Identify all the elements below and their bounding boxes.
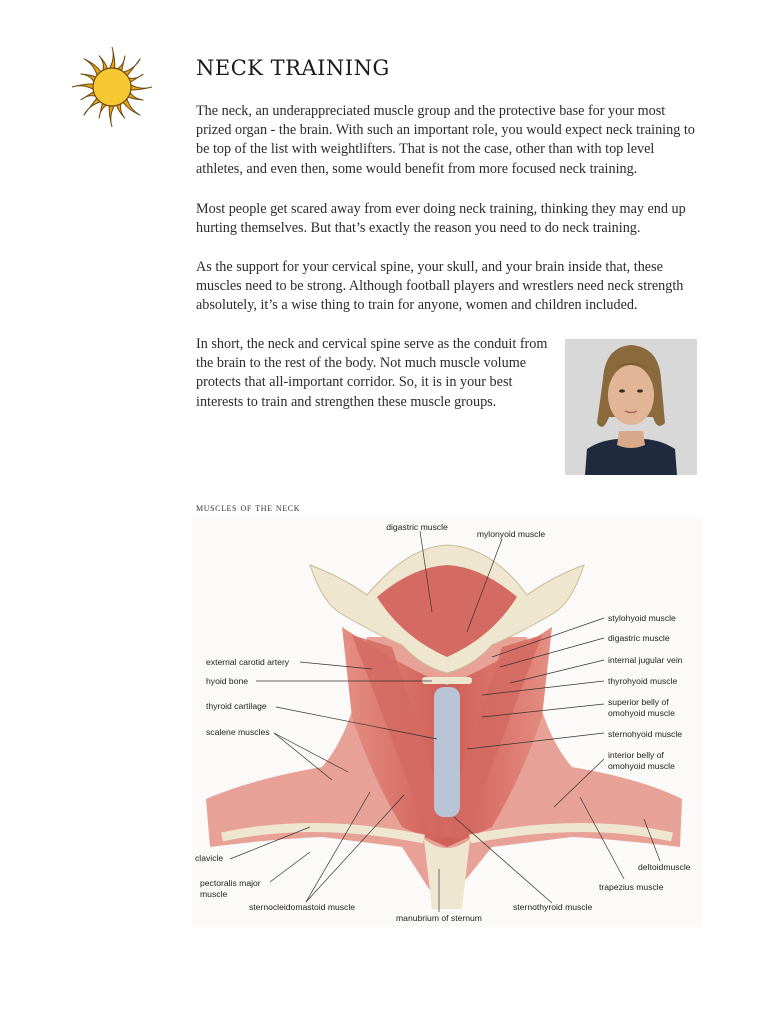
label-interior-omohyoid-1: interior belly of xyxy=(608,750,664,760)
intro-paragraph: The neck, an underappreciated muscle group and the protective base for your most prized organ - the brain. With such an important role, you would expect neck training to be top of the list with weightlifters. That is not the case, other than with top level athletes, and even then, some would benefit from more focused neck training. xyxy=(196,103,695,177)
label-thyrohyoid: thyrohyoid muscle xyxy=(608,676,678,686)
label-mylonyoid: mylonyoid muscle xyxy=(476,529,546,539)
label-internal-jugular: internal jugular vein xyxy=(608,655,683,665)
label-hyoid: hyoid bone xyxy=(206,676,249,686)
sun-ray xyxy=(72,84,94,90)
sternum-shape xyxy=(424,839,470,909)
label-deltoid: deltoidmuscle xyxy=(638,862,691,872)
label-clavicle: clavicle xyxy=(195,853,224,863)
paragraph-4: In short, the neck and cervical spine serve as the conduit from the brain to the rest of the body. Not much muscle volume protects that all-important corridor. So, it is in your best interests to train and strengthen these muscle groups. xyxy=(196,336,548,410)
label-sternohyoid: sternohyoid muscle xyxy=(608,729,683,739)
page-title: NECK TRAINING xyxy=(196,56,390,80)
sun-ray xyxy=(109,47,115,69)
label-scalene: scalene muscles xyxy=(206,727,270,737)
label-digastric-right: digastric muscle xyxy=(608,633,670,643)
sun-ray xyxy=(130,84,152,90)
label-interior-omohyoid-2: omohyoid muscle xyxy=(608,761,675,771)
paragraph-2: Most people get scared away from ever doing neck training, thinking they may end up hurting themselves. But that’s exactly the reason you need to do neck training. xyxy=(196,201,686,237)
athlete-portrait-photo xyxy=(565,339,697,475)
label-digastric-top: digastric muscle xyxy=(386,522,448,532)
label-scm: sternocleidomastoid muscle xyxy=(249,902,356,912)
label-superior-omohyoid-1: superior belly of xyxy=(608,697,669,707)
label-sternothyroid: sternothyroid muscle xyxy=(513,902,593,912)
label-pectoralis-2: muscle xyxy=(200,889,228,899)
hyoid-bone-shape xyxy=(422,677,472,684)
label-superior-omohyoid-2: omohyoid muscle xyxy=(608,708,675,718)
sun-ray xyxy=(109,105,115,127)
label-thyroid-cartilage: thyroid cartilage xyxy=(206,701,267,711)
label-pectoralis-1: pectoralis major xyxy=(200,878,261,888)
paragraph-3: As the support for your cervical spine, your skull, and your brain inside that, these muscles need to be strong. Although football players and wrestlers need neck strength absolutely, it’s a wise thing to train for anyone, women and children included. xyxy=(196,259,684,314)
trachea-shape xyxy=(434,687,460,817)
diagram-section-label: muscles of the neck xyxy=(196,502,301,514)
label-trapezius: trapezius muscle xyxy=(599,882,664,892)
label-stylohyoid: stylohyoid muscle xyxy=(608,613,676,623)
neck-muscles-diagram xyxy=(192,517,702,927)
label-manubrium: manubrium of sternum xyxy=(396,913,482,923)
sun-icon xyxy=(70,45,154,129)
label-external-carotid: external carotid artery xyxy=(206,657,290,667)
